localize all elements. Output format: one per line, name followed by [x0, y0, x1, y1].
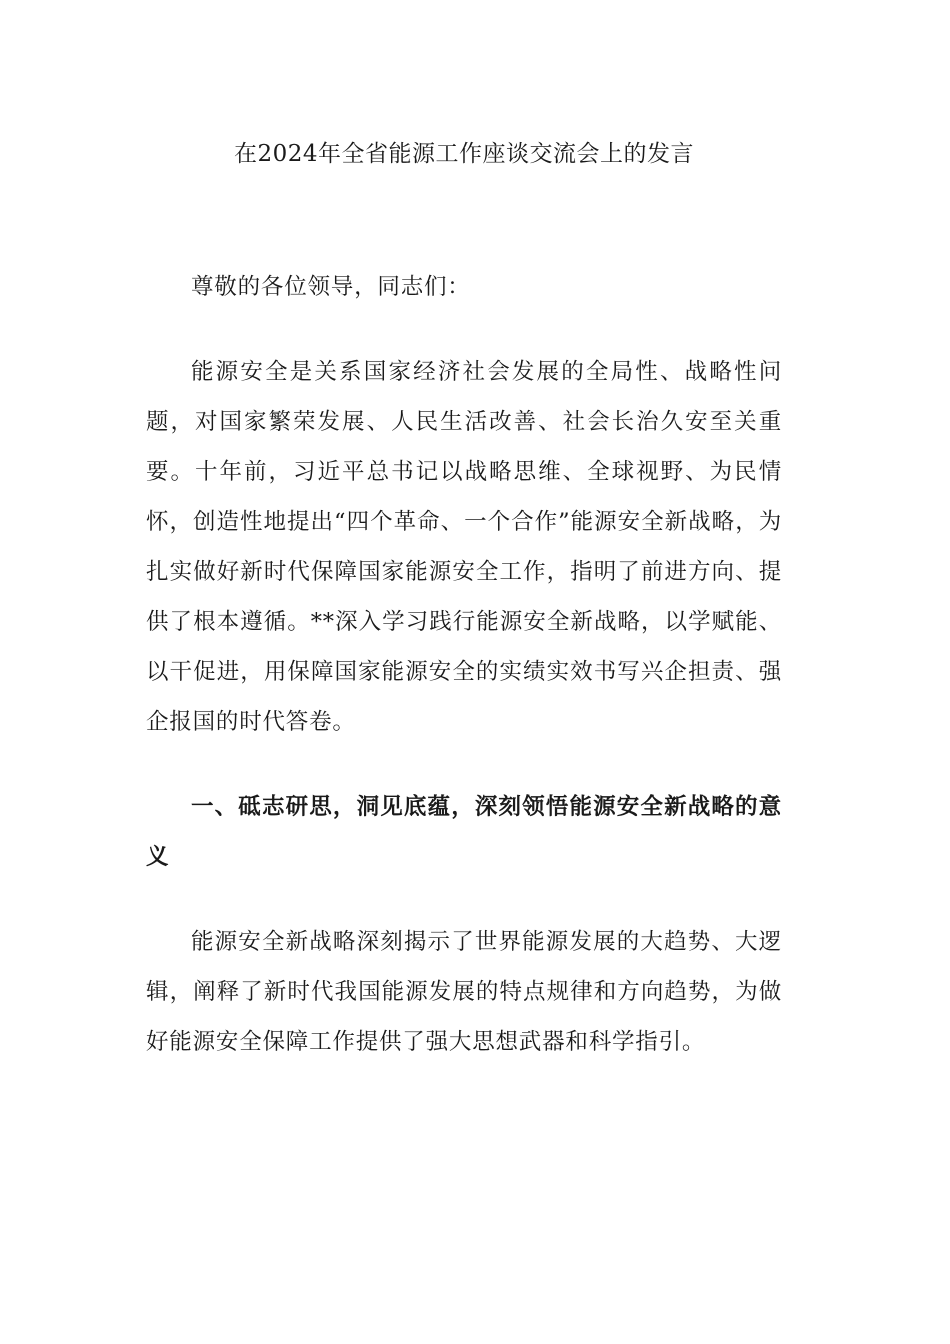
section-heading: 一、砥志研思，洞见底蕴，深刻领悟能源安全新战略的意义 [146, 794, 782, 870]
paragraph-intro: 能源安全是关系国家经济社会发展的全局性、战略性问题，对国家繁荣发展、人民生活改善、社会长治久安至关重要。十年前，习近平总书记以战略思维、全球视野、为民情怀，创造性地提出“四个革命、一个合作”能源安全新战略，为扎实做好新时代保障国家能源安全工作，指明了前进方向、提供了根本遵循。**深入学习践行能源安全新战略，以学赋能、以干促进，用保障国家能源安全的实绩实效书写兴企担责、强企报国的时代答卷。 [146, 359, 782, 735]
salutation: 尊敬的各位领导，同志们： [191, 274, 471, 300]
document-title: 在2024年全省能源工作座谈交流会上的发言 [233, 141, 695, 167]
paragraph-section-one: 能源安全新战略深刻揭示了世界能源发展的大趋势、大逻辑，阐释了新时代我国能源发展的特点规律和方向趋势，为做好能源安全保障工作提供了强大思想武器和科学指引。 [146, 929, 782, 1055]
